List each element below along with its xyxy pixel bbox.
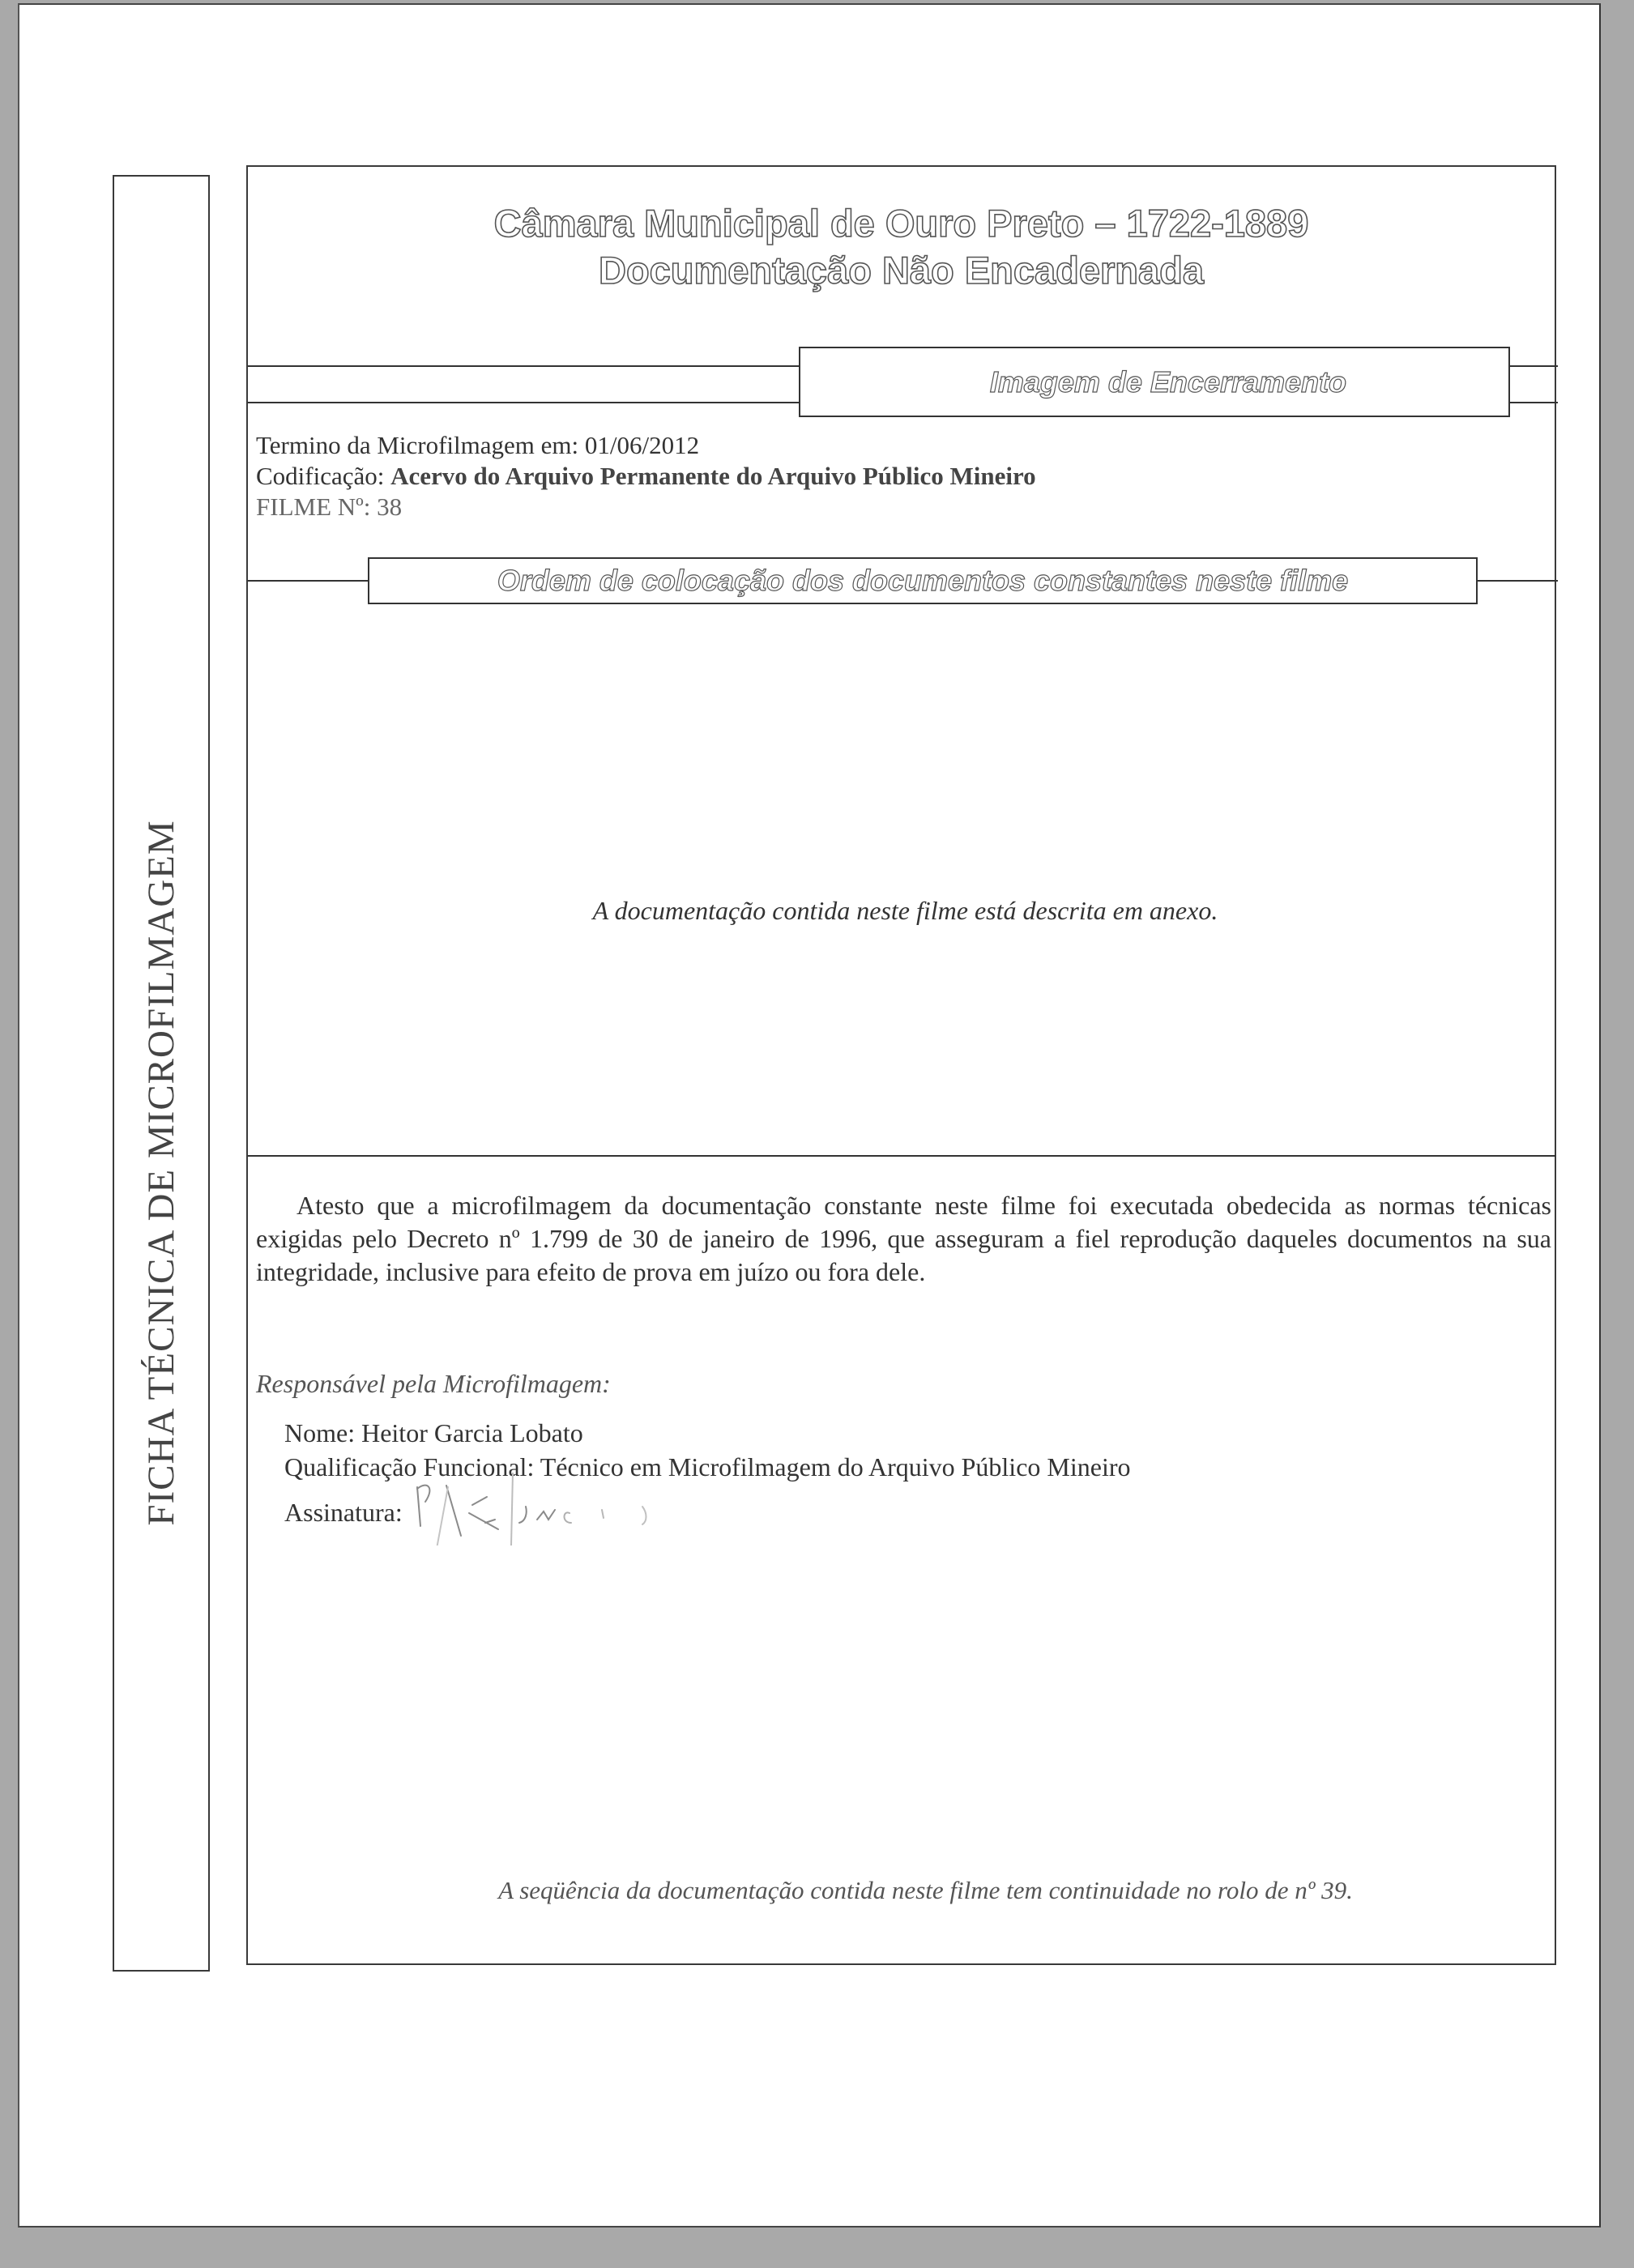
description-text: A documentação contida neste filme está descrita em anexo. [592, 896, 1218, 925]
divider-line [248, 580, 369, 582]
name-row [284, 1416, 1130, 1450]
header-subtitle: Documentação Não Encadernada [599, 249, 1204, 292]
filme-value: 38 [377, 492, 403, 521]
name-label: Nome: [284, 1418, 356, 1447]
name-value: Heitor Garcia Lobato [361, 1418, 583, 1447]
qualification-label: Qualificação Funcional: [284, 1452, 535, 1481]
attestation-text: Atesto que a microfilmagem da documentação constante neste filme foi executada obedecida as normas técnicas exigidas pelo Decreto nº 1.799 de 30 de janeiro de 1996, que asseguram a fiel reprodução daqueles documentos na sua integridade, inclusive para efeito de prova em juízo ou fora dele. [256, 1191, 1551, 1286]
document-order-banner: Ordem de colocação dos documentos constantes neste filme [368, 557, 1478, 604]
side-label: FICHA TÉCNICA DE MICROFILMAGEM [140, 820, 182, 1526]
film-info [256, 430, 1036, 522]
header-title: Câmara Municipal de Ouro Preto – 1722-1889 [493, 202, 1309, 245]
codificacao-row [256, 461, 1036, 492]
divider-line [1508, 365, 1558, 367]
divider-line [248, 365, 800, 367]
handwritten-signature [407, 1473, 699, 1545]
divider-line [1476, 580, 1558, 582]
codificacao-label: Codificação: [256, 462, 385, 490]
termino-value: 01/06/2012 [584, 431, 700, 459]
divider-line [1508, 402, 1558, 403]
section-divider [248, 1155, 1556, 1157]
side-label-box [113, 175, 210, 1972]
divider-line [248, 402, 800, 403]
sequence-note: A seqüência da documentação contida neste filme tem continuidade no rolo de nº 39. [498, 1876, 1353, 1904]
responsible-details [284, 1416, 1130, 1529]
codificacao-value: Acervo do Arquivo Permanente do Arquivo Público Mineiro [390, 462, 1036, 490]
termino-label: Termino da Microfilmagem em: [256, 431, 579, 459]
document-page [18, 3, 1601, 2228]
filme-label: FILME Nº: [256, 492, 371, 521]
closing-image-banner: Imagem de Encerramento [799, 347, 1510, 417]
responsible-title: Responsável pela Microfilmagem: [256, 1369, 611, 1398]
main-frame [246, 165, 1556, 1965]
filme-row [256, 492, 1036, 522]
qualification-value: Técnico em Microfilmagem do Arquivo Público Mineiro [540, 1452, 1131, 1481]
termino-row [256, 430, 1036, 461]
signature-label: Assinatura: [284, 1498, 403, 1527]
signature-row [284, 1495, 1130, 1529]
